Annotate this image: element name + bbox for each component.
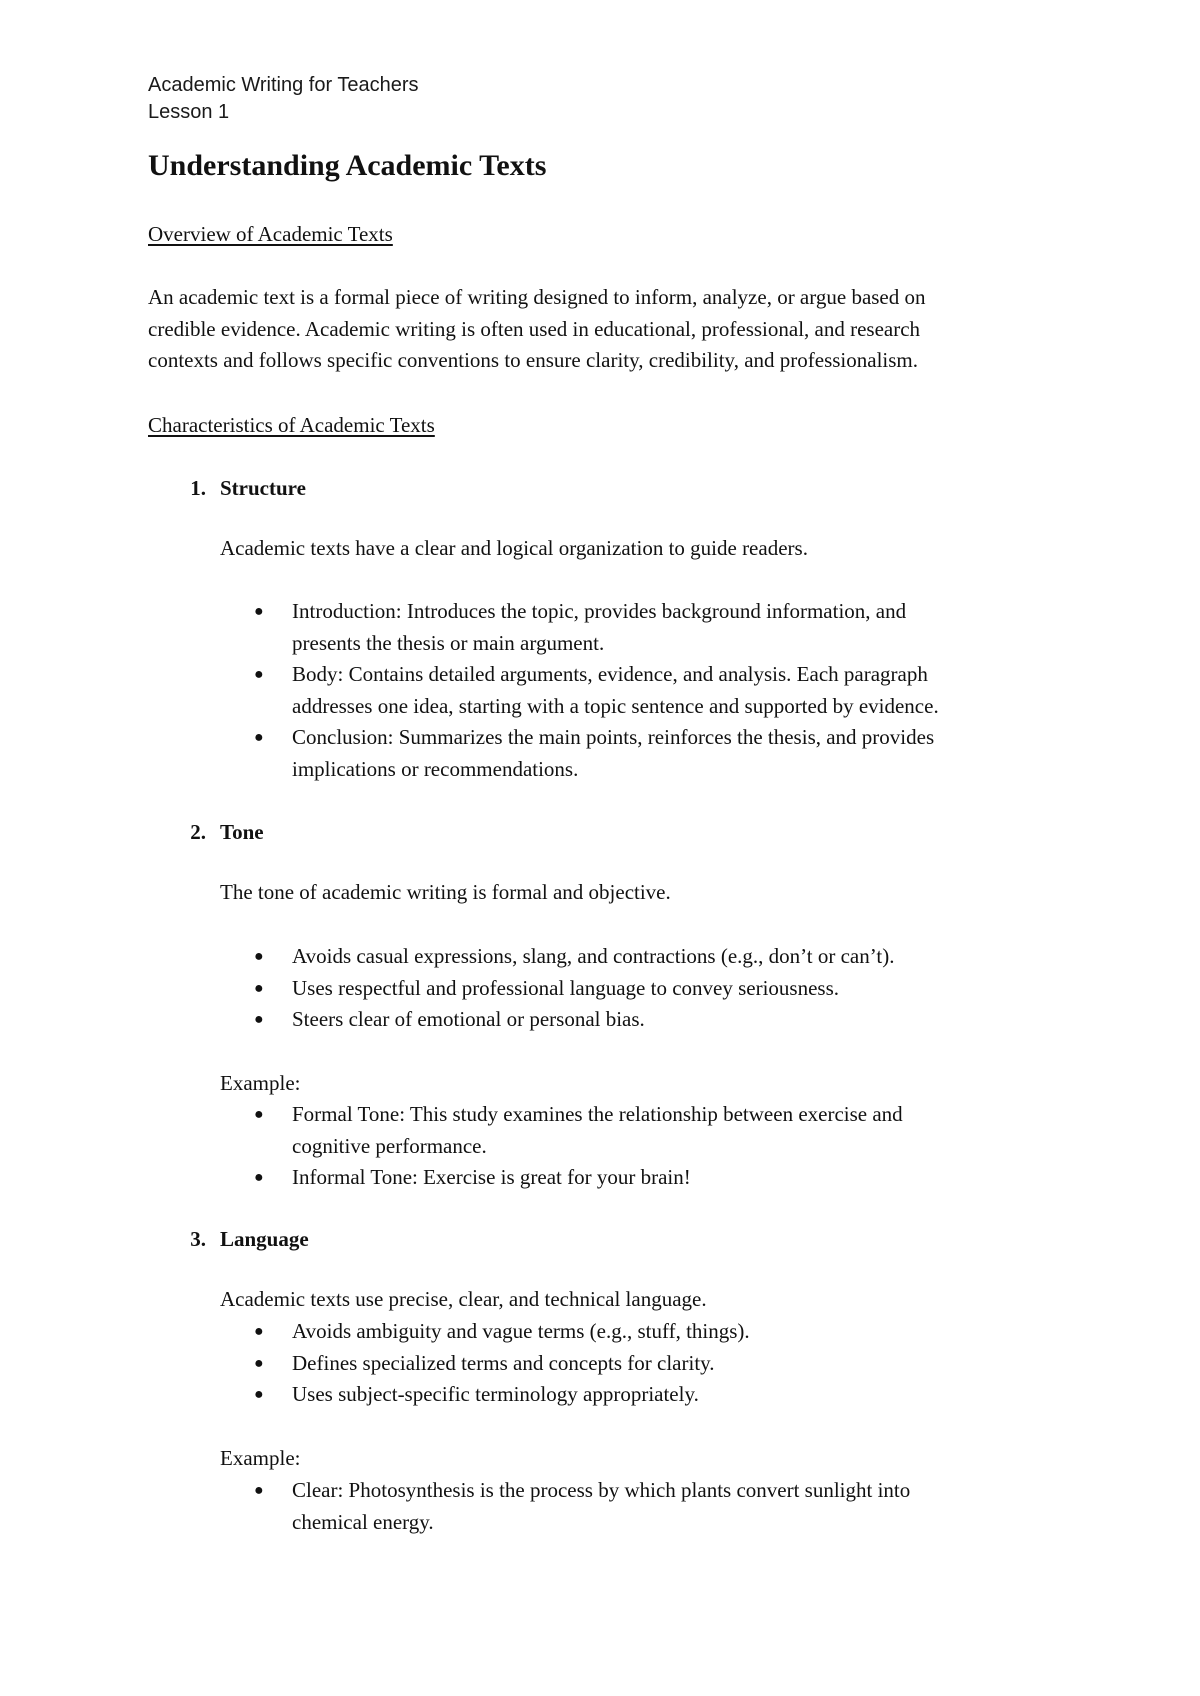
bullet-icon: ● [254, 1386, 264, 1403]
language-heading [170, 1226, 309, 1252]
language-bullet-list [254, 1316, 1092, 1411]
list-item: ● Avoids ambiguity and vague terms (e.g., stuff, things). [292, 1316, 1092, 1348]
overview-line: contexts and follows specific conventions to ensure clarity, credibility, and professionalism. [148, 348, 918, 372]
bullet-icon: ● [254, 1106, 264, 1123]
bullet-icon: ● [254, 1011, 264, 1028]
bullet-icon: ● [254, 948, 264, 965]
bullet-icon: ● [254, 1323, 264, 1340]
list-item: ● Body: Contains detailed arguments, evidence, and analysis. Each paragraph addresses one idea, starting with a topic sentence and supported by evidence. [292, 659, 1092, 722]
tone-title: Tone [220, 820, 264, 844]
list-item: ● Steers clear of emotional or personal bias. [292, 1004, 1092, 1036]
tone-example-list [254, 1099, 1092, 1194]
structure-title: Structure [220, 476, 306, 500]
list-item: ● Formal Tone: This study examines the relationship between exercise and cognitive performance. [292, 1099, 1092, 1162]
page-title: Understanding Academic Texts [148, 149, 547, 182]
list-item: ● Clear: Photosynthesis is the process by which plants convert sunlight into chemical energy. [292, 1475, 1092, 1538]
bullet-icon: ● [254, 1482, 264, 1499]
list-item: ● Uses subject-specific terminology appropriately. [292, 1379, 1092, 1411]
overview-heading: Overview of Academic Texts [148, 222, 393, 246]
structure-intro: Academic texts have a clear and logical organization to guide readers. [220, 536, 808, 560]
bullet-icon: ● [254, 1169, 264, 1186]
lesson-label: Lesson 1 [148, 101, 230, 123]
tone-example-label: Example: [220, 1071, 301, 1095]
bullet-icon: ● [254, 979, 264, 997]
language-number: 3. [190, 1227, 206, 1251]
list-item: ● Informal Tone: Exercise is great for your brain! [292, 1162, 1092, 1194]
tone-bullet-list [254, 941, 1092, 1036]
list-item: ● Conclusion: Summarizes the main points, reinforces the thesis, and provides implications or recommendations. [292, 722, 1092, 785]
language-intro: Academic texts use precise, clear, and technical language. [220, 1287, 707, 1311]
overview-line: credible evidence. Academic writing is often used in educational, professional, and research [148, 316, 921, 341]
structure-heading [170, 475, 306, 501]
language-example-list [254, 1475, 1092, 1538]
bullet-icon: ● [254, 603, 264, 620]
overview-paragraph [148, 282, 1098, 377]
bullet-icon: ● [254, 666, 264, 683]
list-item: ● Defines specialized terms and concepts for clarity. [292, 1348, 1092, 1380]
overview-line: An academic text is a formal piece of writing designed to inform, analyze, or argue based on [148, 285, 926, 309]
list-item: ● Uses respectful and professional language to convey seriousness. [292, 973, 1092, 1005]
structure-bullet-list [254, 596, 1092, 785]
course-title: Academic Writing for Teachers [148, 74, 419, 96]
tone-heading [170, 819, 264, 845]
structure-number: 1. [190, 476, 206, 500]
bullet-icon: ● [254, 1354, 264, 1372]
list-item: ● Avoids casual expressions, slang, and contractions (e.g., don’t or can’t). [292, 941, 1092, 973]
bullet-icon: ● [254, 729, 264, 746]
language-example-label: Example: [220, 1446, 301, 1470]
tone-intro: The tone of academic writing is formal and objective. [220, 880, 671, 904]
tone-number: 2. [190, 820, 206, 844]
characteristics-heading: Characteristics of Academic Texts [148, 413, 435, 437]
language-title: Language [220, 1227, 309, 1251]
list-item: ● Introduction: Introduces the topic, provides background information, and presents the thesis or main argument. [292, 596, 1092, 659]
